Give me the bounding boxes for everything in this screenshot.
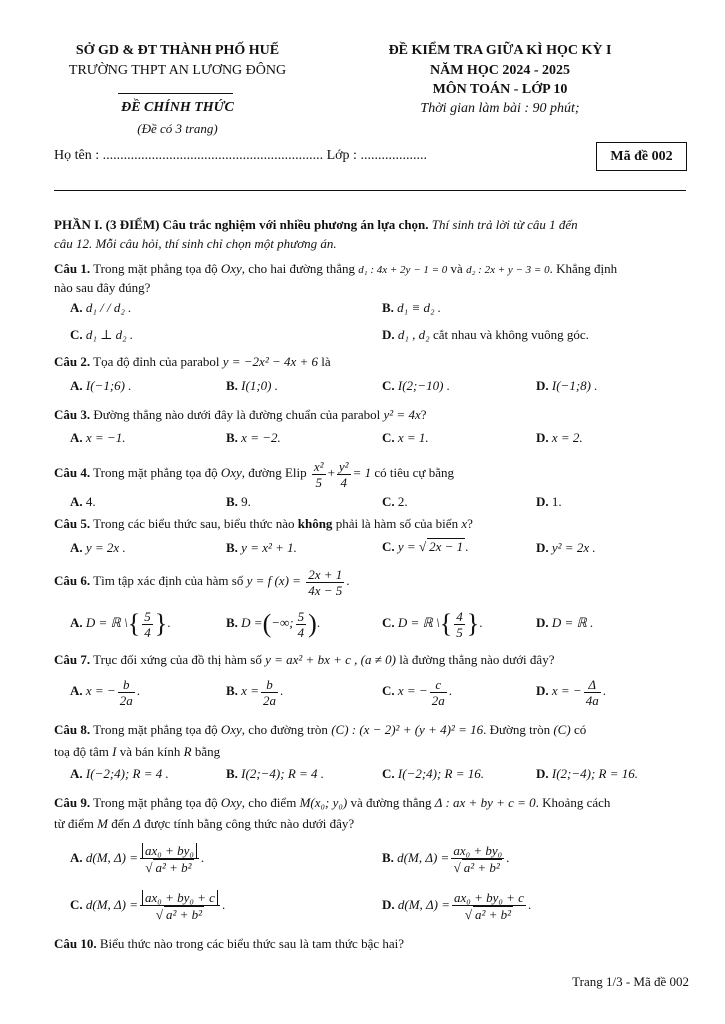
exam-code-box: Mã đề 002 [596, 142, 687, 171]
q6-function-fraction: $\frac{2x + 1}{4x - 5}$ [308, 566, 343, 598]
time-limit: Thời gian làm bài : 90 phút; [420, 101, 580, 116]
question-8-line2: toạ độ tâm I và bán kính R bằng [54, 744, 221, 759]
q2-option-a[interactable]: A. I(−1;6) . [70, 378, 132, 393]
school-year: NĂM HỌC 2024 - 2025 [430, 63, 570, 78]
question-3: Câu 3. Đường thẳng nào dưới đây là đường chuẩn của parabol y² = 4x? [54, 407, 427, 422]
question-8: Câu 8. Trong mặt phẳng tọa độ Oxy, cho đường tròn (C) : (x − 2)² + (y + 4)² = 16. Đường tròn (C) có [54, 722, 587, 737]
q4-option-d[interactable]: D. 1. [536, 494, 562, 509]
section-instruction: câu 12. Mỗi câu hỏi, thí sinh chỉ chọn một phương án. [54, 236, 337, 251]
q4-fraction-y: $\frac{\text{y²}}{4}$ [338, 458, 349, 490]
q3-option-c[interactable]: C. x = 1. [382, 430, 429, 445]
q2-option-b[interactable]: B. I(1;0) . [226, 378, 278, 393]
q4-option-b[interactable]: B. 9. [226, 494, 251, 509]
q8-option-d[interactable]: D. I(2;−4); R = 16. [536, 766, 639, 781]
q5-option-d[interactable]: D. y² = 2x . [536, 540, 596, 555]
page-footer: Trang 1/3 - Mã đề 002 [572, 974, 689, 989]
q6-option-d[interactable]: D. D = ℝ . [536, 615, 594, 630]
question-9: Câu 9. Trong mặt phẳng tọa độ Oxy, cho điểm M(x₀; y₀) và đường thẳng Δ : ax + by + c = 0. Khoảng cách [54, 795, 611, 810]
q3-option-d[interactable]: D. x = 2. [536, 430, 583, 445]
q3-option-b[interactable]: B. x = −2. [226, 430, 281, 445]
q1-option-c[interactable]: C. d₁ ⊥ d₂ . [70, 327, 134, 342]
section-heading: PHẦN I. (3 ĐIỂM) Câu trắc nghiệm với nhiều phương án lựa chọn. Thí sinh trả lời từ câu 1 đến [54, 217, 578, 232]
q9-option-b[interactable]: B. d(M, Δ) = $\frac{\text{ax₀ + by₀}}{\text{√ a² + b²}}$ . [382, 843, 510, 876]
q2-option-d[interactable]: D. I(−1;8) . [536, 378, 598, 393]
question-6: Câu 6. Tìm tập xác định của hàm số y = f (x) = $\frac{2x + 1}{4x - 5}$ . [54, 566, 350, 598]
q6-option-c[interactable]: C. D = ℝ \{ $\frac{4}{5}$ }. [382, 608, 483, 640]
q7-option-a[interactable]: A. x = − $\frac{b}{2a}$ . [70, 676, 140, 708]
question-10: Câu 10. Biểu thức nào trong các biểu thức sau là tam thức bậc hai? [54, 936, 405, 951]
question-5: Câu 5. Trong các biểu thức sau, biểu thức nào không phải là hàm số của biến x? [54, 516, 473, 531]
q1-option-d[interactable]: D. d₁ , d₂ cắt nhau và không vuông góc. [382, 327, 589, 342]
q7-option-d[interactable]: D. x = − $\frac{\Delta}{4a}$ . [536, 676, 606, 708]
q5-option-a[interactable]: A. y = 2x . [70, 540, 126, 555]
q9-option-a[interactable]: A. d(M, Δ) = $\frac{\text{ax₀ + by₀}}{\text{√ a² + b²}}$ . [70, 843, 205, 876]
q4-option-c[interactable]: C. 2. [382, 494, 408, 509]
q8-option-b[interactable]: B. I(2;−4); R = 4 . [226, 766, 325, 781]
q3-option-a[interactable]: A. x = −1. [70, 430, 126, 445]
exam-title: ĐỀ KIỂM TRA GIỮA KÌ HỌC KỲ I [388, 43, 612, 58]
q6-option-a[interactable]: A. D = ℝ \{ $\frac{5}{4}$ }. [70, 608, 171, 640]
department-name: SỞ GD & ĐT THÀNH PHỐ HUẾ [75, 43, 280, 58]
question-1: Câu 1. Trong mặt phẳng tọa độ Oxy, cho hai đường thẳng d₁ : 4x + 2y − 1 = 0 và d₂ : 2x + y − 3 = 0. Khẳng định [54, 261, 618, 276]
official-exam-label: ĐỀ CHÍNH THỨC [121, 100, 234, 115]
q8-option-c[interactable]: C. I(−2;4); R = 16. [382, 766, 485, 781]
question-7: Câu 7. Trục đối xứng của đồ thị hàm số y = ax² + bx + c , (a ≠ 0) là đường thẳng nào dưới đây? [54, 652, 555, 667]
q2-option-c[interactable]: C. I(2;−10) . [382, 378, 450, 393]
student-info-line: Họ tên : ............................................................... Lớp : ................... [54, 148, 427, 163]
q1-option-b[interactable]: B. d₁ ≡ d₂ . [382, 300, 441, 315]
q6-option-b[interactable]: B. D =(−∞; $\frac{5}{4}$ ). [226, 608, 321, 640]
question-1-line2: nào sau đây đúng? [54, 280, 151, 295]
question-9-line2: từ điểm M đến Δ được tính bằng công thức nào dưới đây? [54, 816, 355, 831]
q4-fraction-x: $\frac{\text{x²}}{5}$ [313, 458, 324, 490]
q5-option-c[interactable]: C. y = √ 2x − 1 . [382, 539, 469, 554]
q9-option-c[interactable]: C. d(M, Δ) = $\frac{\text{ax₀ + by₀ + c}}{\text{√ a² + b²}}$ . [70, 890, 226, 923]
school-name: TRƯỜNG THPT AN LƯƠNG ĐÔNG [68, 63, 287, 78]
q8-option-a[interactable]: A. I(−2;4); R = 4 . [70, 766, 169, 781]
q4-option-a[interactable]: A. 4. [70, 494, 96, 509]
page-count-note: (Đề có 3 trang) [137, 121, 218, 136]
q1-option-a[interactable]: A. d₁ / / d₂ . [70, 300, 132, 315]
subject: MÔN TOÁN - LỚP 10 [432, 82, 568, 97]
q5-option-b[interactable]: B. y = x² + 1. [226, 540, 297, 555]
header-rule [54, 190, 686, 191]
q7-option-b[interactable]: B. x = $\frac{b}{2a}$ . [226, 676, 284, 708]
q7-option-c[interactable]: C. x = − $\frac{c}{2a}$ . [382, 676, 452, 708]
question-2: Câu 2. Tọa độ đỉnh của parabol y = −2x² − 4x + 6 là [54, 354, 331, 369]
q9-option-d[interactable]: D. d(M, Δ) = $\frac{\text{ax₀ + by₀ + c}}{\text{√ a² + b²}}$ . [382, 890, 532, 923]
question-4: Câu 4. Trong mặt phẳng tọa độ Oxy, đường Elip $\frac{\text{x²}}{5}$ + $\frac{\text{y²}}{4}$ = 1 có tiêu cự bằng [54, 458, 454, 490]
header-divider [118, 93, 233, 94]
